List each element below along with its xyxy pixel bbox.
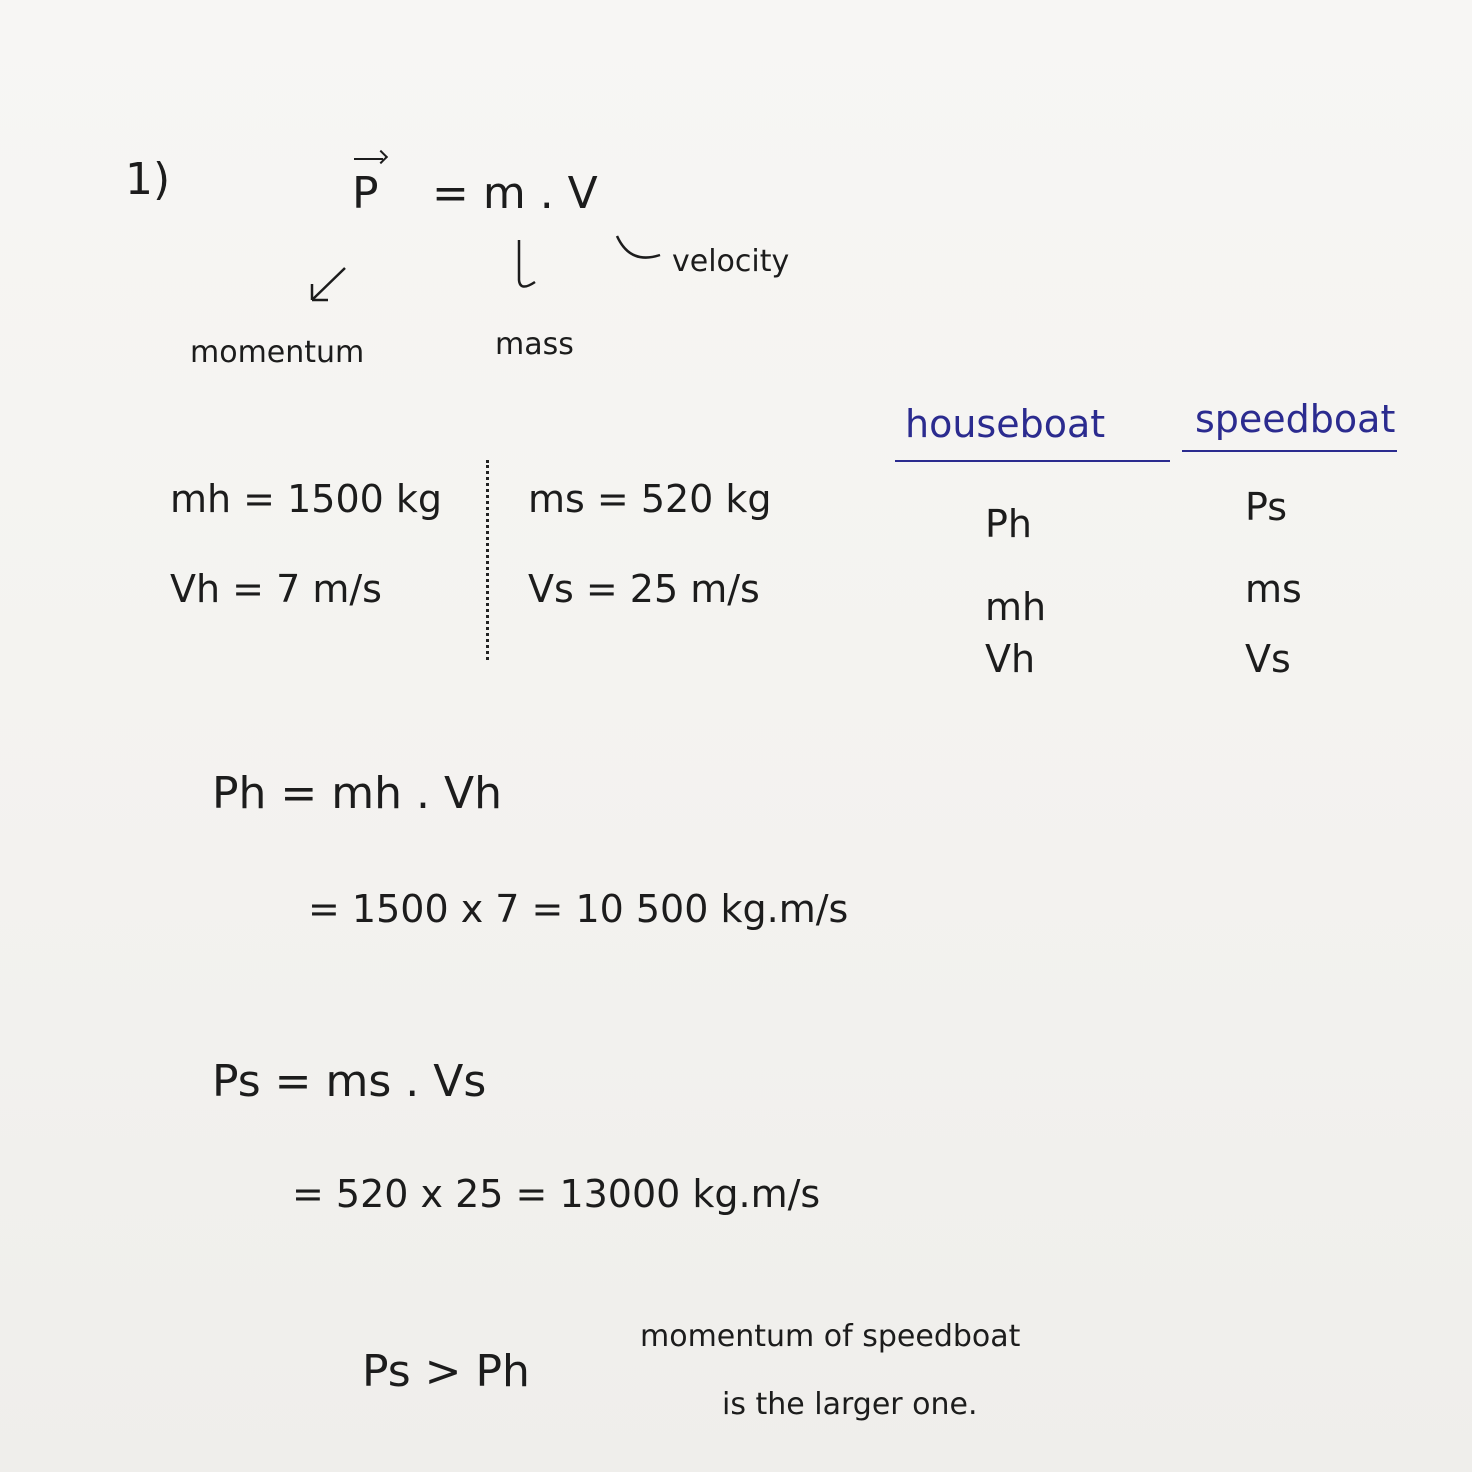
conclusion-line-2: is the larger one. <box>722 1387 978 1422</box>
table-underline-1 <box>895 460 1170 462</box>
given-mass-speedboat: ms = 520 kg <box>528 477 772 521</box>
table-cell-ps: Ps <box>1245 485 1288 529</box>
table-header-houseboat: houseboat <box>905 402 1106 446</box>
arrow-to-mass <box>519 240 535 287</box>
calc-ps-formula: Ps = ms . Vs <box>212 1056 487 1107</box>
table-cell-vs: Vs <box>1245 637 1291 681</box>
label-velocity: velocity <box>672 244 790 279</box>
table-cell-vh: Vh <box>985 637 1036 681</box>
table-underline-2 <box>1182 450 1397 452</box>
calc-ph-formula: Ph = mh . Vh <box>212 768 502 819</box>
problem-number: 1) <box>125 154 171 205</box>
calc-ps-result: = 520 x 25 = 13000 kg.m/s <box>292 1172 821 1216</box>
label-mass: mass <box>495 327 574 362</box>
divider <box>486 460 489 660</box>
table-header-speedboat: speedboat <box>1195 397 1396 441</box>
calc-ph-result: = 1500 x 7 = 10 500 kg.m/s <box>308 887 849 931</box>
table-cell-mh: mh <box>985 585 1047 629</box>
label-momentum: momentum <box>190 335 365 370</box>
given-mass-houseboat: mh = 1500 kg <box>170 477 443 521</box>
table-cell-ms: ms <box>1245 567 1302 611</box>
formula-lhs: P <box>352 168 379 219</box>
formula-rhs: = m . V <box>432 168 598 219</box>
arrow-to-velocity <box>617 236 660 258</box>
comparison: Ps > Ph <box>362 1346 530 1397</box>
given-velocity-houseboat: Vh = 7 m/s <box>170 567 382 611</box>
arrow-to-momentum <box>312 268 345 300</box>
conclusion-line-1: momentum of speedboat <box>640 1319 1021 1354</box>
given-velocity-speedboat: Vs = 25 m/s <box>528 567 760 611</box>
table-cell-ph: Ph <box>985 502 1032 546</box>
